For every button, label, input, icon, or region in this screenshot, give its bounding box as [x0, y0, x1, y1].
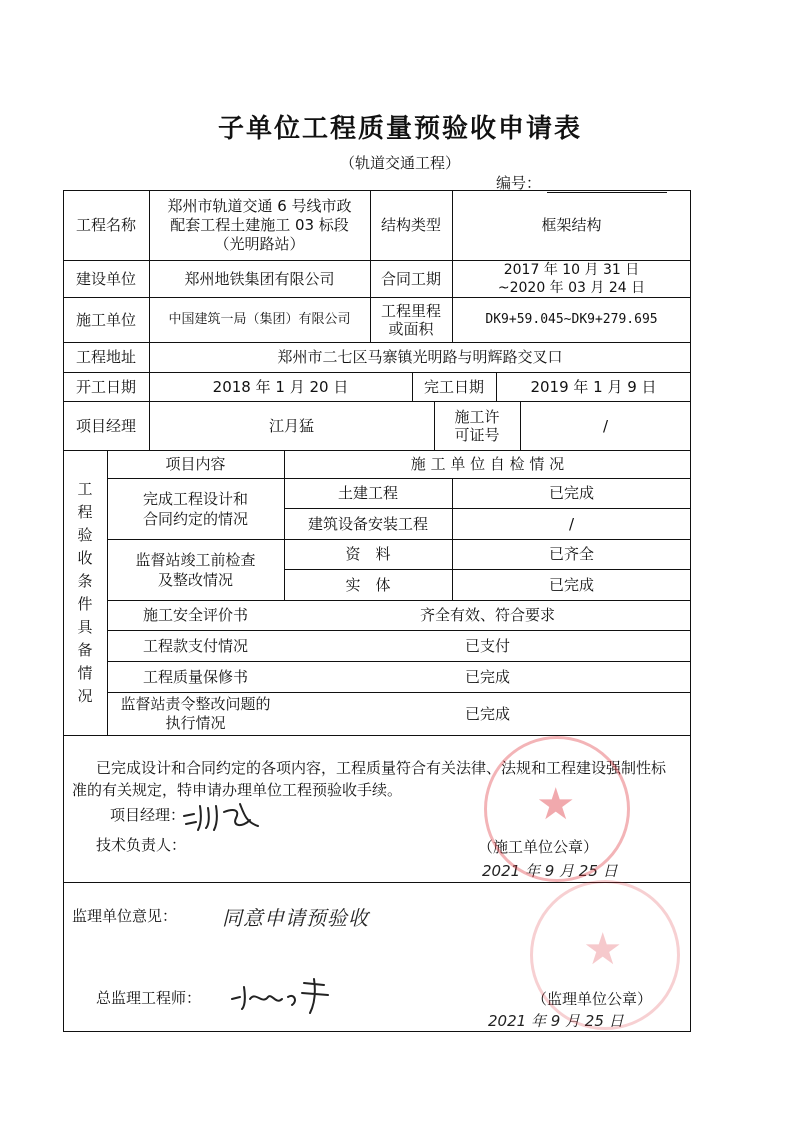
equipment-value: / [568, 514, 575, 533]
serial-number: 编号： [496, 172, 667, 193]
entity-value: 已完成 [548, 575, 594, 594]
address-label: 工程地址 [75, 348, 136, 366]
manager-value: 江月猛 [268, 416, 314, 435]
contractor-label: 施工单位 [75, 310, 136, 329]
contractor-seal-star-icon: ★ [536, 779, 576, 830]
chief-supervisor-label: 总监理工程师： [96, 989, 202, 1007]
chief-supervisor-signature [228, 975, 338, 1015]
rectify-value: 已完成 [464, 704, 510, 723]
statement-line-1: 已完成设计和合同约定的各项内容，工程质量符合有关法律、法规和工程建设强制性标 [96, 759, 667, 777]
start-date-value: 2018 年 1 月 20 日 [212, 377, 349, 396]
supervisor-seal-star-icon: ★ [583, 924, 623, 975]
contractor-seal-label: （施工单位公章） [478, 838, 599, 856]
form-title: 子单位工程质量预验收申请表 [217, 114, 582, 144]
finish-date-label: 完工日期 [423, 377, 484, 396]
address-value: 郑州市二七区马寨镇光明路与明辉路交叉口 [277, 348, 563, 366]
contractor-manager-label: 项目经理： [110, 806, 186, 824]
supervisor-opinion-label: 监理单位意见： [72, 907, 178, 925]
equipment-label: 建筑设备安装工程 [307, 514, 428, 533]
safety-value: 齐全有效、符合要求 [419, 606, 555, 624]
project-name-label: 工程名称 [75, 216, 136, 234]
supervisor-opinion-handwritten: 同意申请预验收 [222, 906, 369, 930]
safety-label: 施工安全评价书 [142, 606, 248, 624]
payment-label: 工程款支付情况 [142, 636, 248, 655]
mileage-value: DK9+59.045~DK9+279.695 [485, 311, 658, 327]
check-header: 施 工 单 位 自 检 情 况 [410, 455, 565, 473]
item-header: 项目内容 [165, 455, 226, 473]
manager-signature [180, 798, 270, 834]
tech-lead-label: 技术负责人： [96, 836, 187, 854]
finish-date-value: 2019 年 1 月 9 日 [530, 377, 657, 396]
warranty-value: 已完成 [464, 667, 510, 686]
conditions-vertical-label: 工 程 验 收 条 件 具 备 情 况 [77, 479, 93, 705]
permit-label: 施工许 可证号 [454, 407, 500, 444]
form-subtitle: （轨道交通工程） [339, 154, 460, 172]
owner-label: 建设单位 [75, 269, 136, 288]
start-date-label: 开工日期 [75, 377, 136, 396]
civil-label: 土建工程 [337, 484, 398, 502]
supervision-item: 监督站竣工前检查 及整改情况 [135, 550, 256, 589]
structure-type-value: 框架结构 [541, 216, 602, 234]
mileage-label: 工程里程 或面积 [380, 301, 441, 338]
supervisor-date: 2021 年 9 月 25 日 [488, 1012, 624, 1030]
manager-label: 项目经理 [75, 416, 136, 435]
contract-period-label: 合同工期 [380, 269, 441, 288]
entity-label: 实 体 [345, 575, 391, 594]
data-value: 已齐全 [548, 545, 594, 563]
project-name-value: 郑州市轨道交通 6 号线市政 配套工程土建施工 03 标段 （光明路站） [167, 196, 352, 253]
permit-value: / [602, 416, 609, 435]
design-item: 完成工程设计和 合同约定的情况 [142, 489, 248, 528]
contractor-date: 2021 年 9 月 25 日 [482, 862, 618, 880]
payment-value: 已支付 [464, 636, 510, 655]
data-label: 资 料 [345, 545, 391, 563]
warranty-label: 工程质量保修书 [142, 667, 248, 686]
statement-line-2: 准的有关规定，特申请办理单位工程预验收手续。 [72, 781, 403, 799]
contractor-value: 中国建筑一局（集团）有限公司 [168, 311, 351, 327]
structure-type-label: 结构类型 [380, 216, 441, 234]
contract-period-value: 2017 年 10 月 31 日 ~2020 年 03 月 24 日 [497, 261, 646, 296]
supervisor-seal-label: （监理单位公章） [532, 990, 653, 1008]
owner-value: 郑州地铁集团有限公司 [184, 269, 335, 288]
rectify-item: 监督站责令整改问题的 执行情况 [120, 694, 271, 732]
civil-value: 已完成 [548, 484, 594, 502]
